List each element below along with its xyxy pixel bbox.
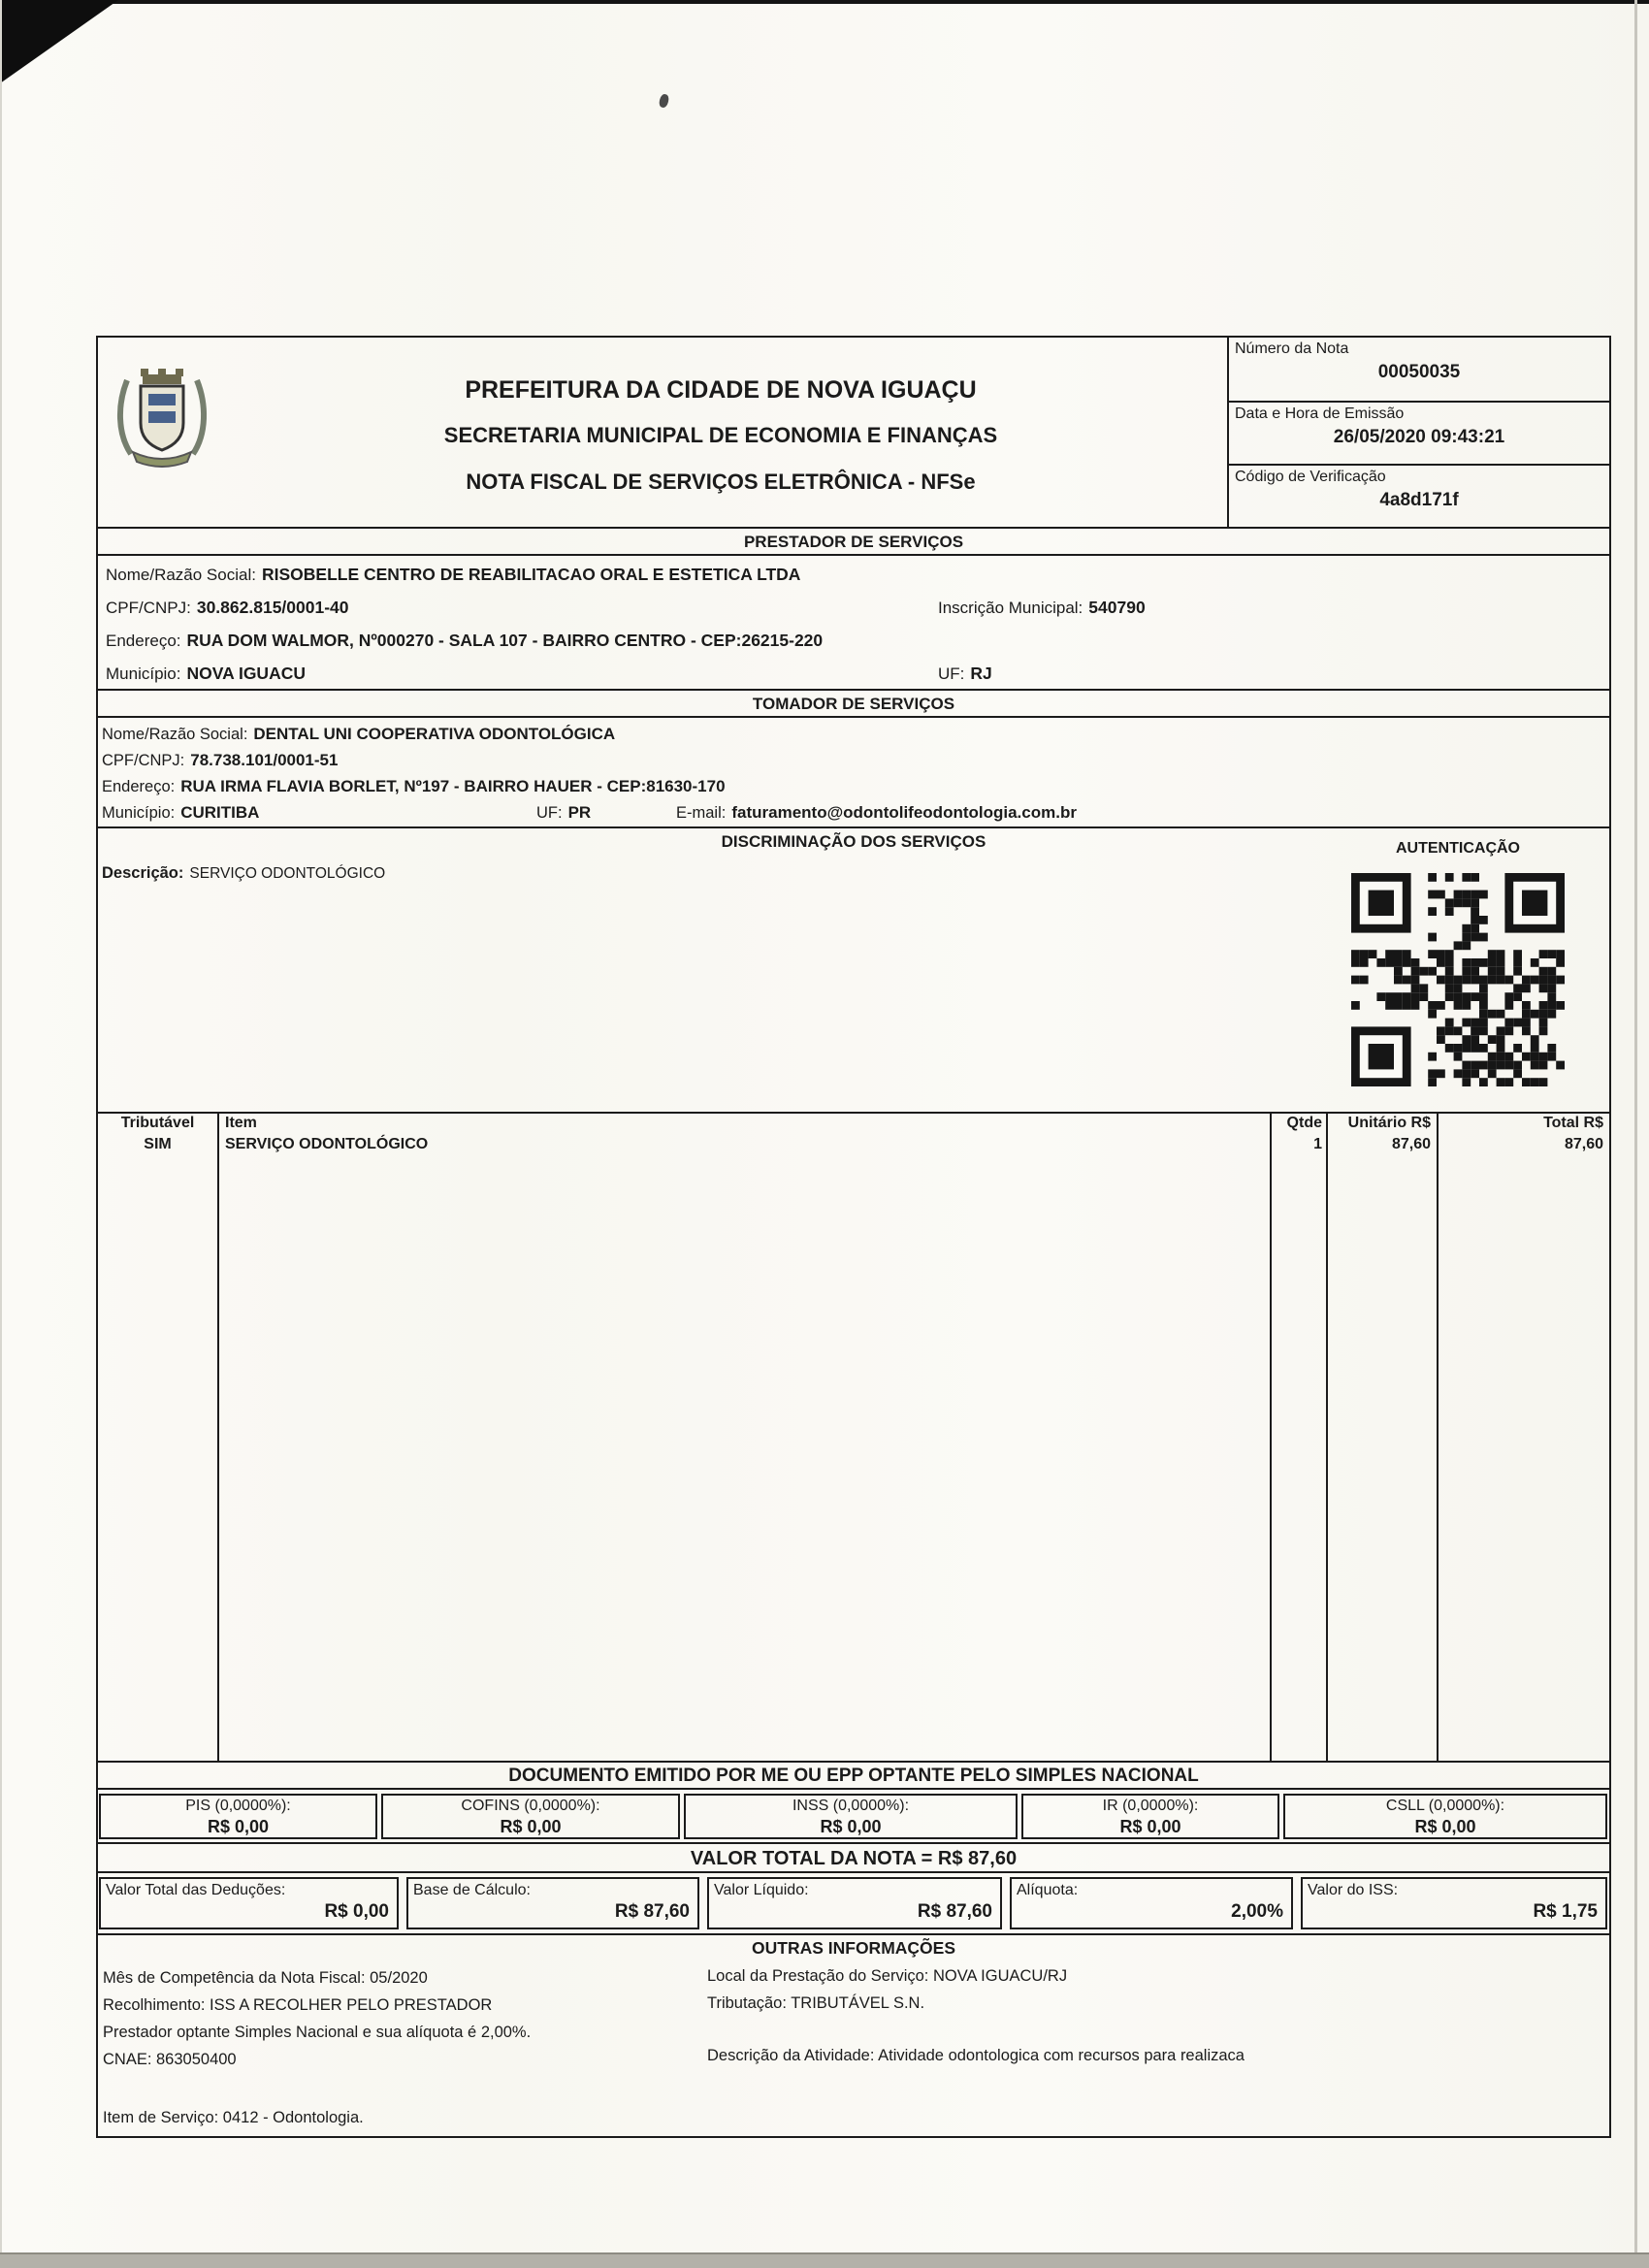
prestador-inscricao-row: [938, 595, 1146, 621]
tomador-nome-label: Nome/Razão Social:: [102, 726, 248, 743]
total-box-deducoes: [99, 1877, 399, 1929]
outras-left-line-4: CNAE: 863050400: [103, 2051, 237, 2068]
section-header-prestador: PRESTADOR DE SERVIÇOS: [98, 527, 1609, 556]
cofins-label: COFINS (0,0000%):: [461, 1798, 600, 1814]
invoice-number-value: 00050035: [1377, 362, 1461, 382]
valor-total-banner: VALOR TOTAL DA NOTA = R$ 87,60: [98, 1842, 1609, 1873]
table-header-unitario: Unitário R$: [1347, 1115, 1431, 1131]
ir-value: R$ 0,00: [1119, 1817, 1181, 1836]
verification-code-label: Código de Verificação: [1235, 469, 1386, 485]
table-column-divider-3: [1326, 1112, 1328, 1761]
invoice-frame: [96, 336, 1611, 2138]
qr-code-icon: [1351, 873, 1565, 1086]
tomador-municipio-row: [102, 800, 259, 826]
prestador-uf-value: RJ: [970, 664, 992, 683]
tomador-cnpj-row: [102, 748, 338, 773]
tomador-email-value: faturamento@odontolifeodontologia.com.br: [731, 803, 1077, 822]
scan-artifact-left-edge: [0, 0, 2, 2268]
prestador-cnpj-label: CPF/CNPJ:: [106, 599, 191, 617]
prestador-nome-value: RISOBELLE CENTRO DE REABILITACAO ORAL E ESTETICA LTDA: [261, 565, 801, 584]
emission-datetime-label: Data e Hora de Emissão: [1235, 405, 1405, 422]
table-column-divider-4: [1437, 1112, 1439, 1761]
section-header-outras-informacoes: OUTRAS INFORMAÇÕES: [98, 1933, 1609, 1960]
header-title-secretaria: SECRETARIA MUNICIPAL DE ECONOMIA E FINANÇAS: [443, 423, 998, 447]
tomador-nome-row: [102, 722, 615, 747]
tomador-uf-value: PR: [567, 803, 592, 822]
tomador-uf-row: [536, 800, 591, 826]
scan-artifact-top-edge: [0, 0, 1649, 4]
prestador-uf-label: UF:: [938, 664, 965, 683]
scan-artifact-corner: [0, 0, 118, 83]
prestador-municipio-label: Município:: [106, 664, 181, 683]
scan-artifact-right-edge: [1634, 0, 1637, 2268]
coat-of-arms-icon: [113, 361, 210, 468]
pis-label: PIS (0,0000%):: [185, 1798, 291, 1814]
section-header-tomador: TOMADOR DE SERVIÇOS: [98, 689, 1609, 718]
autenticacao-label: AUTENTICAÇÃO: [1396, 840, 1520, 857]
row-total: 87,60: [1564, 1136, 1603, 1152]
total-box-aliquota: [1010, 1877, 1293, 1929]
tax-box-cofins: [381, 1794, 680, 1839]
prestador-nome-label: Nome/Razão Social:: [106, 566, 256, 584]
header-title-prefeitura: PREFEITURA DA CIDADE DE NOVA IGUAÇU: [465, 376, 977, 404]
table-header-total: Total R$: [1543, 1115, 1603, 1131]
tomador-email-row: [676, 800, 1077, 826]
prestador-cnpj-value: 30.862.815/0001-40: [196, 598, 349, 617]
tomador-nome-value: DENTAL UNI COOPERATIVA ODONTOLÓGICA: [253, 725, 616, 743]
tomador-municipio-value: CURITIBA: [180, 803, 260, 822]
scan-artifact-bottom-edge: [0, 2252, 1649, 2268]
prestador-endereco-label: Endereço:: [106, 632, 181, 650]
ir-label: IR (0,0000%):: [1102, 1798, 1199, 1814]
tax-box-csll: [1283, 1794, 1607, 1839]
aliquota-value: 2,00%: [1231, 1901, 1283, 1922]
row-unitario: 87,60: [1391, 1136, 1431, 1152]
base-calculo-value: R$ 87,60: [614, 1901, 690, 1922]
invoice-number-label: Número da Nota: [1235, 340, 1349, 357]
prestador-inscricao-value: 540790: [1088, 598, 1146, 617]
deducoes-label: Valor Total das Deduções:: [106, 1882, 286, 1898]
prestador-cnpj-row: [106, 595, 349, 621]
row-tributavel: SIM: [144, 1136, 172, 1152]
emission-datetime-cell: [1229, 401, 1609, 464]
descricao-value: SERVIÇO ODONTOLÓGICO: [189, 865, 386, 882]
municipality-coat-of-arms-logo: [113, 361, 210, 468]
invoice-number-cell: [1229, 338, 1609, 401]
row-item: SERVIÇO ODONTOLÓGICO: [225, 1136, 429, 1152]
simples-nacional-banner: DOCUMENTO EMITIDO POR ME OU EPP OPTANTE PELO SIMPLES NACIONAL: [98, 1761, 1609, 1790]
tomador-uf-label: UF:: [536, 804, 563, 822]
csll-value: R$ 0,00: [1414, 1817, 1476, 1836]
pis-value: R$ 0,00: [207, 1817, 270, 1836]
base-calculo-label: Base de Cálculo:: [413, 1882, 531, 1898]
valor-iss-value: R$ 1,75: [1533, 1901, 1598, 1922]
header-title-nfse: NOTA FISCAL DE SERVIÇOS ELETRÔNICA - NFSe: [466, 470, 976, 494]
csll-label: CSLL (0,0000%):: [1385, 1798, 1505, 1814]
tomador-municipio-label: Município:: [102, 804, 176, 822]
deducoes-value: R$ 0,00: [324, 1901, 389, 1922]
table-column-divider-1: [217, 1112, 219, 1761]
tomador-endereco-value: RUA IRMA FLAVIA BORLET, Nº197 - BAIRRO HAUER - CEP:81630-170: [180, 777, 726, 795]
outras-right-line-1: Local da Prestação do Serviço: NOVA IGUACU/RJ: [707, 1967, 1068, 1985]
table-header-qtde: Qtde: [1286, 1115, 1322, 1131]
table-column-divider-2: [1270, 1112, 1272, 1761]
prestador-municipio-row: [106, 661, 306, 687]
scan-artifact-mark: [658, 93, 669, 109]
table-header-tributavel: Tributável: [120, 1115, 195, 1131]
total-box-valor-liquido: [707, 1877, 1002, 1929]
cofins-value: R$ 0,00: [500, 1817, 562, 1836]
prestador-municipio-value: NOVA IGUACU: [186, 664, 306, 683]
prestador-nome-row: [106, 562, 800, 588]
outras-right-line-3: Descrição da Atividade: Atividade odontologica com recursos para realizaca: [707, 2047, 1245, 2064]
tomador-cnpj-value: 78.738.101/0001-51: [190, 751, 339, 769]
tomador-endereco-label: Endereço:: [102, 778, 176, 795]
aliquota-label: Alíquota:: [1017, 1882, 1079, 1898]
prestador-uf-row: [938, 661, 992, 687]
emission-datetime-value: 26/05/2020 09:43:21: [1333, 427, 1505, 447]
total-box-base-calculo: [406, 1877, 699, 1929]
tomador-endereco-row: [102, 774, 726, 799]
prestador-endereco-value: RUA DOM WALMOR, Nº000270 - SALA 107 - BAIRRO CENTRO - CEP:26215-220: [186, 631, 824, 650]
table-header-item: Item: [225, 1115, 257, 1131]
tax-box-ir: [1021, 1794, 1279, 1839]
outras-left-line-2: Recolhimento: ISS A RECOLHER PELO PRESTADOR: [103, 1996, 493, 2014]
section-header-discriminacao: DISCRIMINAÇÃO DOS SERVIÇOS: [98, 826, 1609, 856]
descricao-row: [102, 861, 391, 886]
valor-liquido-value: R$ 87,60: [917, 1901, 992, 1922]
inss-value: R$ 0,00: [820, 1817, 882, 1836]
tomador-cnpj-label: CPF/CNPJ:: [102, 752, 185, 769]
item-servico-line: Item de Serviço: 0412 - Odontologia.: [103, 2109, 364, 2126]
tax-box-inss: [684, 1794, 1018, 1839]
prestador-inscricao-label: Inscrição Municipal:: [938, 599, 1083, 617]
total-box-valor-iss: [1301, 1877, 1607, 1929]
outras-left-line-1: Mês de Competência da Nota Fiscal: 05/2020: [103, 1969, 428, 1987]
descricao-label: Descrição:: [102, 864, 184, 882]
outras-left-line-3: Prestador optante Simples Nacional e sua alíquota é 2,00%.: [103, 2024, 532, 2041]
tomador-email-label: E-mail:: [676, 804, 727, 822]
prestador-endereco-row: [106, 628, 823, 654]
invoice-info-box: [1227, 338, 1609, 527]
verification-code-value: 4a8d171f: [1379, 490, 1459, 510]
inss-label: INSS (0,0000%):: [792, 1798, 910, 1814]
outras-right-line-2: Tributação: TRIBUTÁVEL S.N.: [707, 1994, 925, 2012]
valor-liquido-label: Valor Líquido:: [714, 1882, 809, 1898]
authentication-qr-code: [1351, 873, 1565, 1086]
verification-code-cell: [1229, 464, 1609, 527]
table-top-border: [98, 1112, 1609, 1114]
tax-box-pis: [99, 1794, 377, 1839]
row-qtde: 1: [1313, 1136, 1322, 1152]
valor-iss-label: Valor do ISS:: [1308, 1882, 1399, 1898]
